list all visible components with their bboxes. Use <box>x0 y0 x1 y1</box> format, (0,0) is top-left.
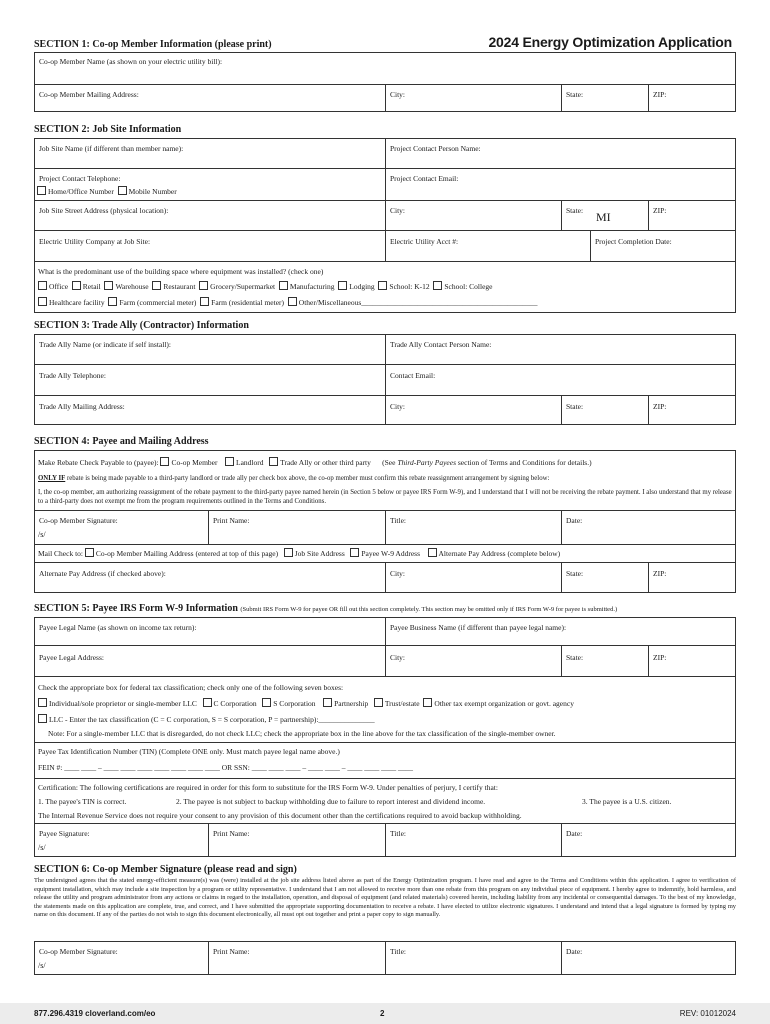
member-name-field[interactable]: Co-op Member Name (as shown on your electric utility bill): <box>39 57 223 66</box>
job-site-state-field[interactable]: State: <box>566 206 584 215</box>
mail-job-site-label: Job Site Address <box>294 549 345 558</box>
mobile-checkbox[interactable] <box>118 186 127 195</box>
home-office-label: Home/Office Number <box>48 187 114 196</box>
page-footer <box>0 1003 770 1024</box>
llc-label: LLC - Enter the tax classification (C = C corporation, S = S corporation, P = partnership):_______________ <box>49 715 375 724</box>
class-trust-label: Trust/estate <box>384 699 420 708</box>
use-warehouse-checkbox[interactable] <box>104 281 113 290</box>
building-use-question: What is the predominant use of the building space where equipment was installed? (check one) <box>38 267 324 276</box>
use-farm-residential-label: Farm (residential meter) <box>211 298 285 307</box>
use-school-college-label: School: College <box>444 282 493 291</box>
class-c-corp-checkbox[interactable] <box>203 698 212 707</box>
class-individual-checkbox[interactable] <box>38 698 47 707</box>
mail-job-site-checkbox[interactable] <box>284 548 293 557</box>
only-if-text <box>38 474 732 483</box>
cert-2: 2. The payee is not subject to backup withholding due to failure to report interest and dividend income. <box>176 797 486 806</box>
class-partnership-label: Partnership <box>334 699 369 708</box>
mail-alternate-checkbox[interactable] <box>428 548 437 557</box>
class-s-corp-checkbox[interactable] <box>262 698 271 707</box>
section5-note: (Submit IRS Form W-9 for payee OR fill out this section completely. This section may be omitted only if IRS Form W-9 for payee is submitted.) <box>240 606 618 613</box>
job-site-name-field[interactable]: Job Site Name (if different than member name): <box>39 144 184 153</box>
job-site-street-field[interactable]: Job Site Street Address (physical location): <box>39 206 169 215</box>
payee-legal-address-field[interactable]: Payee Legal Address: <box>39 653 104 662</box>
class-c-corp-label: C Corporation <box>213 699 257 708</box>
member-signature-field[interactable]: /s/ <box>38 530 46 539</box>
mobile-label: Mobile Number <box>128 187 177 196</box>
mail-member-address-checkbox[interactable] <box>85 548 94 557</box>
s6-print-name-field[interactable]: Print Name: <box>213 947 250 956</box>
class-s-corp-label: S Corporation <box>273 699 316 708</box>
trade-ally-city-field[interactable]: City: <box>390 402 406 411</box>
utility-company-field[interactable]: Electric Utility Company at Job Site: <box>39 237 151 246</box>
class-individual-label: Individual/sole proprietor or single-member LLC <box>49 699 197 708</box>
payee-business-name-field[interactable]: Payee Business Name (if different than payee legal name): <box>390 623 567 632</box>
project-email-field[interactable]: Project Contact Email: <box>390 174 459 183</box>
use-office-checkbox[interactable] <box>38 281 47 290</box>
alternate-city-field[interactable]: City: <box>390 569 406 578</box>
mail-check-row <box>38 548 560 558</box>
s6-member-signature-label: Co-op Member Signature: <box>39 947 118 956</box>
use-school-k12-label: School: K-12 <box>389 282 430 291</box>
trade-ally-contact-field[interactable]: Trade Ally Contact Person Name: <box>390 340 492 349</box>
s5-title-field[interactable]: Title: <box>390 829 406 838</box>
class-other-checkbox[interactable] <box>423 698 432 707</box>
form-title: 2024 Energy Optimization Application <box>488 34 732 50</box>
only-if-body: rebate is being made payable to a third-party landlord or trade ally per check box above, the co-op member must confirm this rebate reassignment arrangement by signing below: <box>66 475 550 482</box>
mail-member-address-label: Co-op Member Mailing Address (entered at top of this page) <box>95 549 279 558</box>
class-llc-checkbox[interactable] <box>38 714 47 723</box>
use-restaurant-label: Restaurant <box>163 282 196 291</box>
payee-zip-field[interactable]: ZIP: <box>653 653 667 662</box>
tin-field[interactable]: FEIN #: ____ ____ – ____ ____ ____ ____ ____ ____ ____ OR SSN: ____ ____ ____ – ____ ____ – ____ ____ ____ ____ <box>38 763 414 772</box>
use-retail-checkbox[interactable] <box>72 281 81 290</box>
use-farm-residential-checkbox[interactable] <box>200 297 209 306</box>
payable-label: Make Rebate Check Payable to (payee): <box>38 458 159 467</box>
use-healthcare-checkbox[interactable] <box>38 297 47 306</box>
member-mailing-field[interactable]: Co-op Member Mailing Address: <box>39 90 139 99</box>
payee-signature-field[interactable]: /s/ <box>38 843 46 852</box>
payee-landlord-label: Landlord <box>236 458 264 467</box>
see-note-post: section of Terms and Conditions for details.) <box>457 458 592 467</box>
trade-ally-zip-field[interactable]: ZIP: <box>653 402 667 411</box>
use-manufacturing-label: Manufacturing <box>289 282 335 291</box>
use-other-label: Other/Miscellaneous_______________________________________________ <box>298 298 538 307</box>
utility-acct-field[interactable]: Electric Utility Acct #: <box>390 237 459 246</box>
s4-title-field[interactable]: Title: <box>390 516 406 525</box>
section3-heading: SECTION 3: Trade Ally (Contractor) Information <box>34 320 249 331</box>
certification-intro: Certification: The following certifications are required in order for this form to substitute for the IRS Form W-9. Under penalties of perjury, I certify that: <box>38 783 498 792</box>
mail-w9-checkbox[interactable] <box>350 548 359 557</box>
use-restaurant-checkbox[interactable] <box>152 281 161 290</box>
classification-row <box>38 698 574 708</box>
classification-question: Check the appropriate box for federal tax classification; check only one of the following seven boxes: <box>38 683 344 692</box>
section2-heading: SECTION 2: Job Site Information <box>34 124 182 135</box>
s5-print-name-field[interactable]: Print Name: <box>213 829 250 838</box>
job-site-city-field[interactable]: City: <box>390 206 406 215</box>
class-other-label: Other tax exempt organization or govt. agency <box>434 699 574 708</box>
s4-date-field[interactable]: Date: <box>566 516 583 525</box>
see-note-pre: (See <box>382 458 396 467</box>
section6-heading: SECTION 6: Co-op Member Signature (please read and sign) <box>34 864 297 875</box>
trade-ally-email-field[interactable]: Contact Email: <box>390 371 436 380</box>
trade-ally-state-field[interactable]: State: <box>566 402 584 411</box>
building-use-row2 <box>38 297 538 307</box>
llc-row <box>38 714 375 724</box>
mail-alternate-label: Alternate Pay Address (complete below) <box>438 549 561 558</box>
cert-3: 3. The payee is a U.S. citizen. <box>582 797 672 806</box>
trade-ally-telephone-field[interactable]: Trade Ally Telephone: <box>39 371 106 380</box>
alternate-state-field[interactable]: State: <box>566 569 584 578</box>
footer-page-number: 2 <box>380 1009 385 1018</box>
irs-note: The Internal Revenue Service does not require your consent to any provision of this document other than the certifications required to avoid backup withholding. <box>38 811 522 820</box>
payee-legal-name-field[interactable]: Payee Legal Name (as shown on income tax return): <box>39 623 197 632</box>
payee-trade-ally-checkbox[interactable] <box>269 457 278 466</box>
payee-state-field[interactable]: State: <box>566 653 584 662</box>
use-warehouse-label: Warehouse <box>115 282 149 291</box>
s4-print-name-field[interactable]: Print Name: <box>213 516 250 525</box>
footer-revision: REV: 01012024 <box>679 1009 736 1018</box>
section1-heading: SECTION 1: Co-op Member Information (please print) <box>34 39 272 50</box>
s6-title-field[interactable]: Title: <box>390 947 406 956</box>
section5-heading <box>34 603 617 614</box>
completion-date-field[interactable]: Project Completion Date: <box>595 237 672 246</box>
trade-ally-mailing-field[interactable]: Trade Ally Mailing Address: <box>39 402 125 411</box>
use-retail-label: Retail <box>82 282 101 291</box>
use-school-college-checkbox[interactable] <box>433 281 442 290</box>
section5-title: SECTION 5: Payee IRS Form W-9 Information <box>34 603 238 614</box>
payable-row <box>38 457 592 467</box>
use-healthcare-label: Healthcare facility <box>49 298 105 307</box>
footer-contact: 877.296.4319 cloverland.com/eo <box>34 1009 156 1018</box>
use-lodging-checkbox[interactable] <box>338 281 347 290</box>
member-city-field[interactable]: City: <box>390 90 406 99</box>
payee-trade-ally-label: Trade Ally or other third party <box>280 458 371 467</box>
payee-member-checkbox[interactable] <box>160 457 169 466</box>
s6-date-field[interactable]: Date: <box>566 947 583 956</box>
use-farm-commercial-label: Farm (commercial meter) <box>119 298 197 307</box>
member-state-field[interactable]: State: <box>566 90 584 99</box>
use-grocery-checkbox[interactable] <box>199 281 208 290</box>
use-office-label: Office <box>49 282 69 291</box>
section6-agreement-text: The undersigned agrees that the stated energy-efficient measure(s) was (were) installed at the job site address listed above as part of the Energy Optimization program. I have read and agree to the Terms and Conditions within this application. I agree to verification of equipment installation, which may include a site inspection by a program or utility representative. I understand that I am not allowed to receive more than one rebate from this program on any individual piece of equipment. I hereby agree to indemnify, hold harmless, and release the utility and program administrator from any actions or claims in regard to the installation, operation, and disposal of equipment (and related materials) covered herein, including liability from any incidental or consequential damages. To the best of my knowledge, the statements made on this application are complete, true, and correct, and I have submitted the appropriate supporting documentation to receive a rebate. I have elected to utilize electronic signatures. I understand and intend that a legal signature is formed by typing my name on this document. If any of the parties do not wish to sign this document electronically, all must opt out together and print a paper copy to sign manually. <box>34 877 736 919</box>
alternate-address-field[interactable]: Alternate Pay Address (if checked above): <box>39 569 166 578</box>
use-farm-commercial-checkbox[interactable] <box>108 297 117 306</box>
tin-label: Payee Tax Identification Number (TIN) (Complete ONE only. Must match payee legal name above.) <box>38 747 340 756</box>
job-site-state-value: MI <box>596 210 611 224</box>
use-manufacturing-checkbox[interactable] <box>279 281 288 290</box>
s6-member-signature-field[interactable]: /s/ <box>38 961 46 970</box>
mail-check-label: Mail Check to: <box>38 549 83 558</box>
mail-w9-label: Payee W-9 Address <box>361 549 420 558</box>
project-telephone-field[interactable]: Project Contact Telephone: <box>39 174 121 183</box>
job-site-zip-field[interactable]: ZIP: <box>653 206 667 215</box>
payee-signature-label: Payee Signature: <box>39 829 90 838</box>
class-trust-checkbox[interactable] <box>374 698 383 707</box>
payee-landlord-checkbox[interactable] <box>225 457 234 466</box>
alternate-zip-field[interactable]: ZIP: <box>653 569 667 578</box>
class-partnership-checkbox[interactable] <box>323 698 332 707</box>
use-grocery-label: Grocery/Supermarket <box>210 282 276 291</box>
s5-date-field[interactable]: Date: <box>566 829 583 838</box>
see-note-link: Third-Party Payees <box>397 458 457 467</box>
section4-heading: SECTION 4: Payee and Mailing Address <box>34 436 209 447</box>
member-signature-label: Co-op Member Signature: <box>39 516 118 525</box>
use-other-checkbox[interactable] <box>288 297 297 306</box>
home-office-checkbox[interactable] <box>37 186 46 195</box>
trade-ally-name-field[interactable]: Trade Ally Name (or indicate if self install): <box>39 340 171 349</box>
payee-city-field[interactable]: City: <box>390 653 406 662</box>
payee-member-label: Co-op Member <box>171 458 218 467</box>
building-use-row1 <box>38 281 493 291</box>
llc-note: Note: For a single-member LLC that is disregarded, do not check LLC; check the appropriate box in the line above for the tax classification of the single-member owner. <box>48 729 556 738</box>
authorize-text: I, the co-op member, am authorizing reassignment of the rebate payment to the third-party payee named herein (in Section 5 below or payee IRS Form W-9), and I understand that I will not be receiving the rebate payment. I also understand that my release to a third-party does not exempt me from the program requirements outlined in the Terms and Conditions. <box>38 489 732 505</box>
only-if-emphasis: ONLY IF <box>38 475 66 482</box>
use-lodging-label: Lodging <box>349 282 375 291</box>
member-zip-field[interactable]: ZIP: <box>653 90 667 99</box>
use-school-k12-checkbox[interactable] <box>378 281 387 290</box>
cert-1: 1. The payee's TIN is correct. <box>38 797 127 806</box>
project-contact-name-field[interactable]: Project Contact Person Name: <box>390 144 481 153</box>
